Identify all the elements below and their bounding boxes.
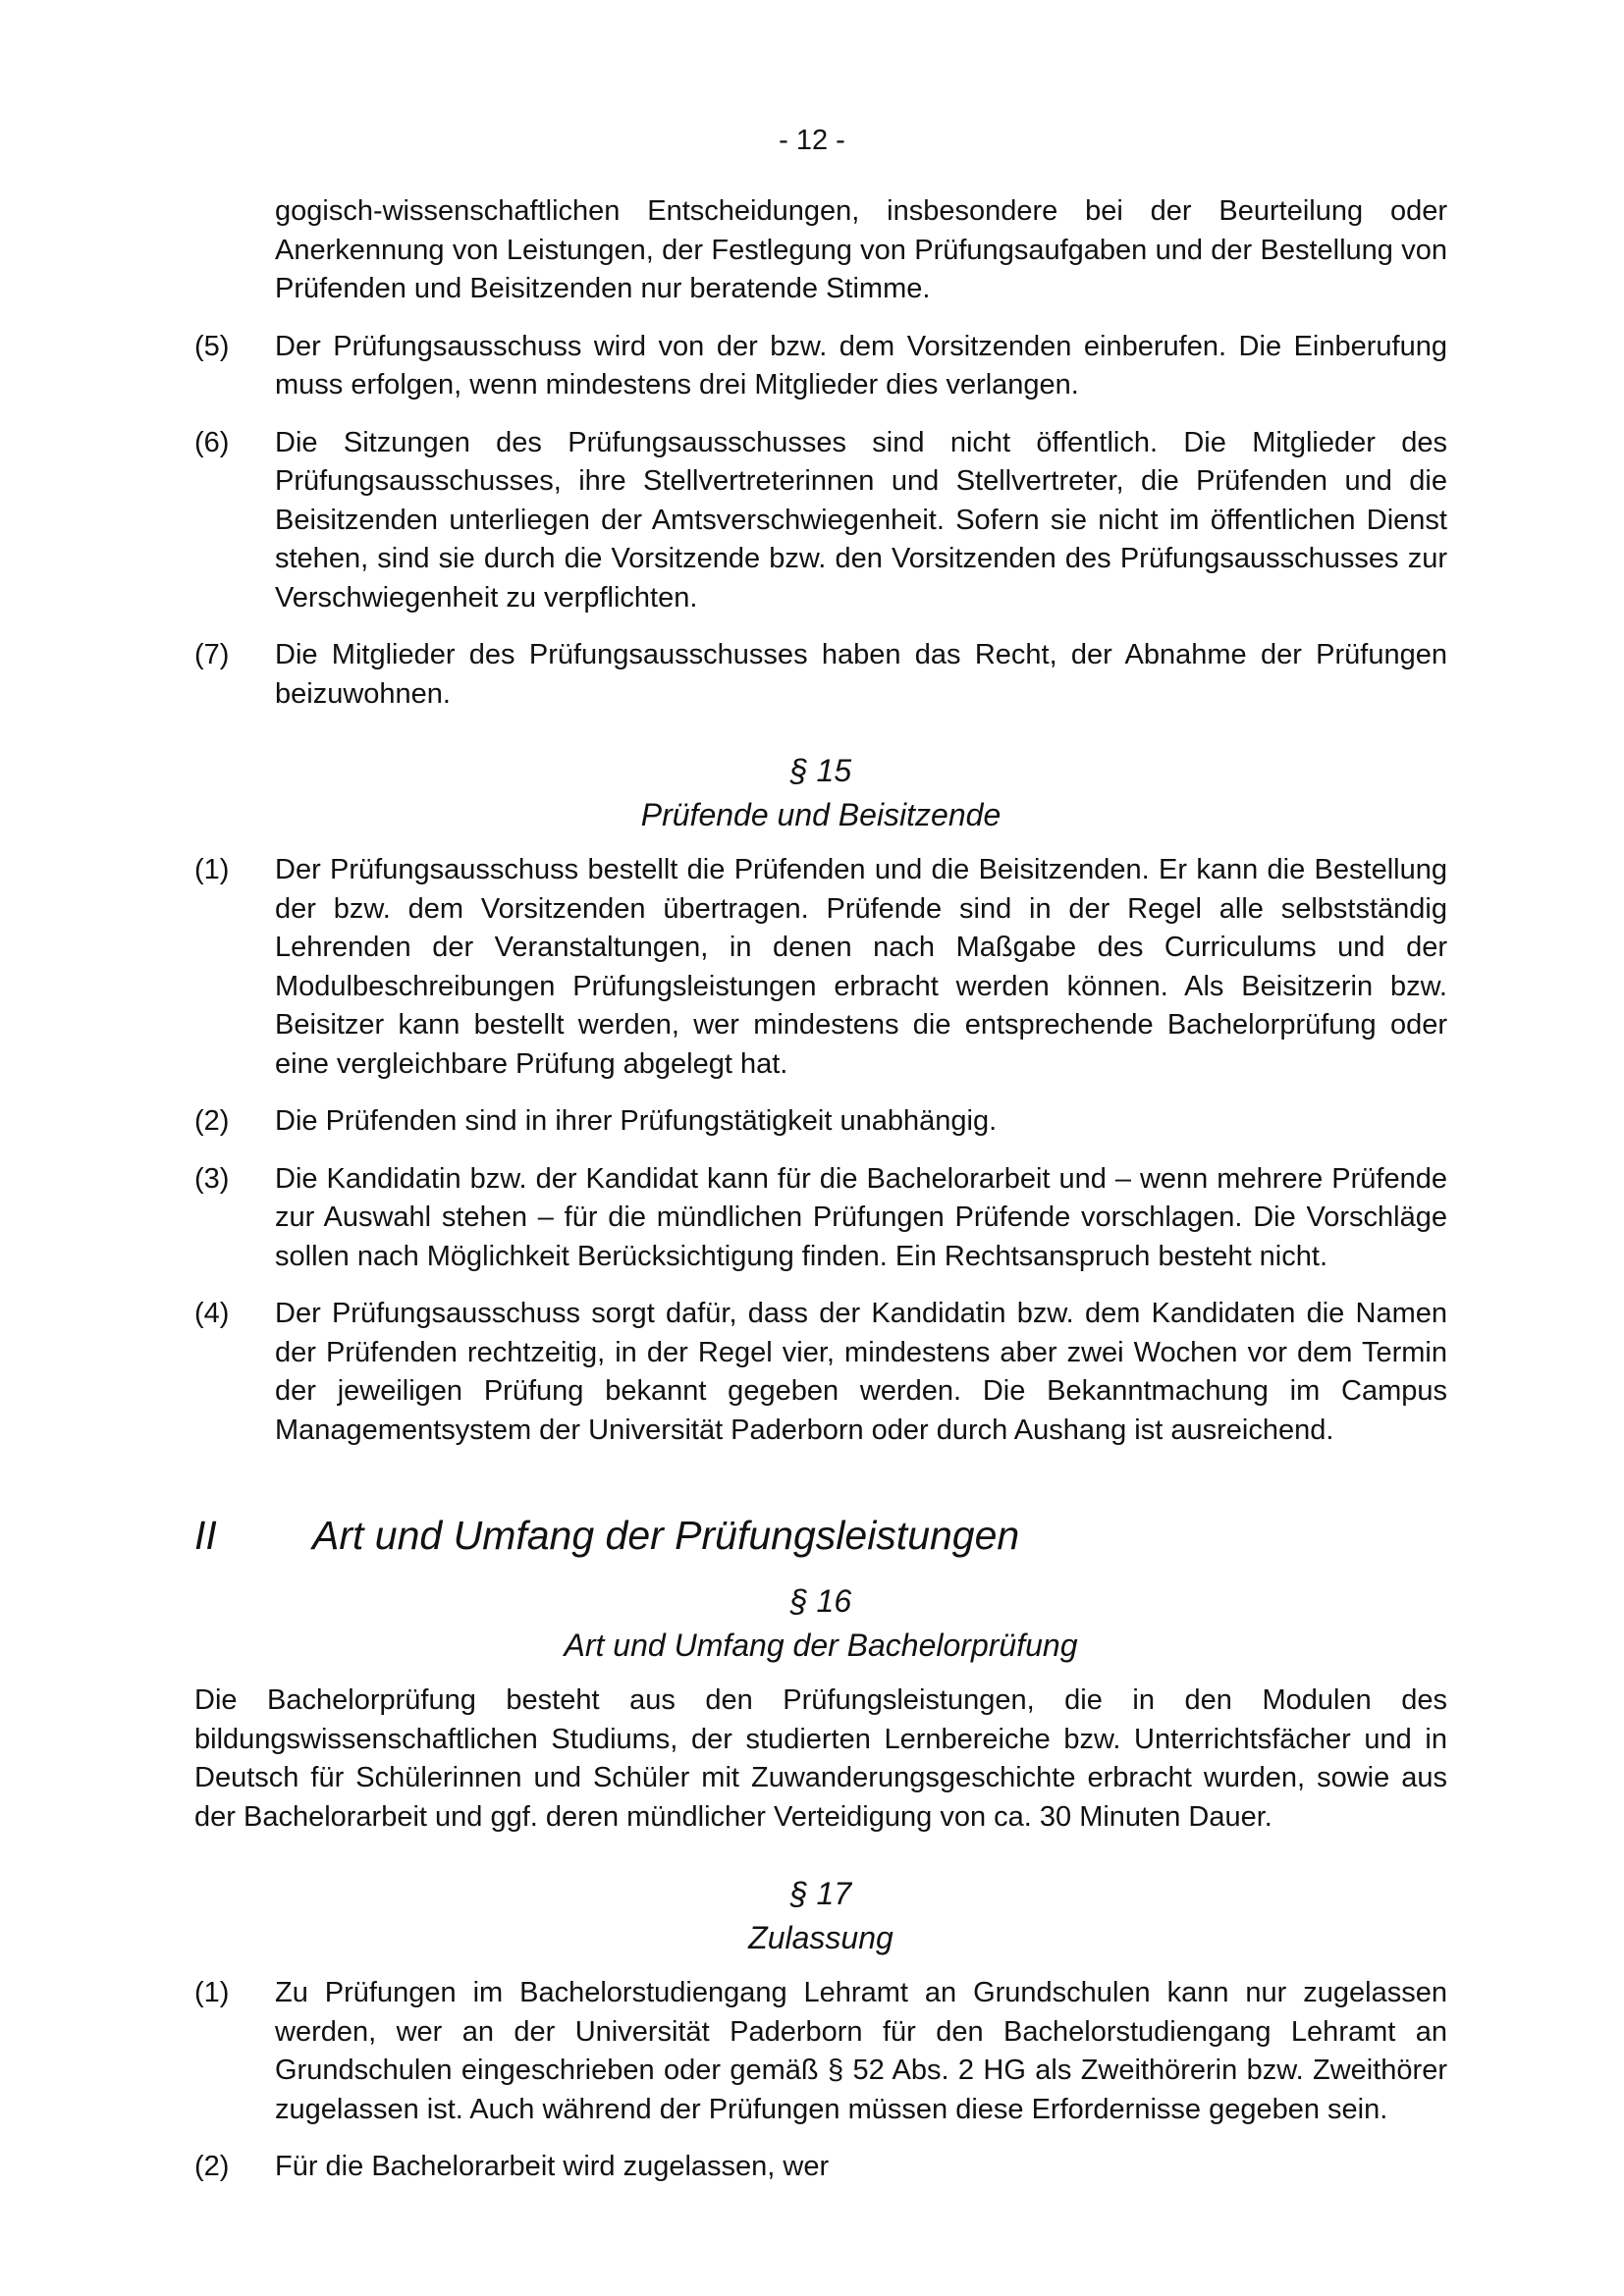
para-text: Die Mitglieder des Prüfungsausschusses haben das Recht, der Abnahme der Prüfungen beizuwohnen. (275, 639, 1447, 710)
para-text: Für die Bachelorarbeit wird zugelassen, wer (275, 2151, 830, 2182)
para-text: Die Kandidatin bzw. der Kandidat kann für die Bachelorarbeit und – wenn mehrere Prüfende zur Auswahl stehen – für die mündlichen Prüfungen Prüfende vorschlagen. Die Vorschläge sollen nach Möglichkeit Berücksichtigung finden. Ein Rechtsanspruch besteht nicht. (275, 1162, 1447, 1272)
para-text: Der Prüfungsausschuss sorgt dafür, dass der Kandidatin bzw. dem Kandidaten die Namen der Prüfenden rechtzeitig, in der Regel vier, mindestens aber zwei Wochen vor dem Termin der jeweiligen Prüfung bekannt gegeben werden. Die Bekanntmachung im Campus Managementsystem der Universität Paderborn oder durch Aushang ist ausreichend. (275, 1298, 1447, 1446)
para-number: (1) (194, 1977, 230, 2008)
section16-heading (194, 1579, 1447, 1668)
section15-title: Prüfende und Beisitzende (640, 797, 1001, 832)
intro-continuation: gogisch-wissenschaftlichen Entscheidungen, insbesondere bei der Beurteilung oder Anerkennung von Leistungen, der Festlegung von Prüfungsaufgaben und der Bestellung von Prüfenden und Beisitzenden nur beratende Stimme. (275, 195, 1447, 304)
section16-title: Art und Umfang der Bachelorprüfung (564, 1628, 1078, 1663)
section15-para-4 (194, 1295, 1447, 1450)
section17-title: Zulassung (748, 1920, 893, 1955)
para-number: (4) (194, 1298, 230, 1329)
section14-para-6 (194, 424, 1447, 618)
section17-heading (194, 1872, 1447, 1960)
section17-para-2 (194, 2148, 1447, 2187)
chapter-title: Art und Umfang der Prüfungsleistungen (312, 1513, 1020, 1558)
para-number: (1) (194, 854, 230, 885)
section14-para-5 (194, 328, 1447, 405)
section16-number: § 16 (789, 1583, 852, 1619)
para-text: Die Sitzungen des Prüfungsausschusses sind nicht öffentlich. Die Mitglieder des Prüfungsausschusses, ihre Stellvertreterinnen und Stellvertreter, die Prüfenden und die Beisitzenden unterliegen der Amtsverschwiegenheit. Sofern sie nicht im öffentlichen Dienst stehen, sind sie durch die Vorsitzende bzw. den Vorsitzenden des Prüfungsausschusses zur Verschwiegenheit zu verpflichten. (275, 426, 1447, 614)
section15-para-2 (194, 1102, 1447, 1142)
para-number: (2) (194, 2151, 230, 2182)
section14-para-7 (194, 636, 1447, 714)
para-number: (3) (194, 1162, 230, 1195)
para-number: (7) (194, 639, 230, 670)
para-text: Der Prüfungsausschuss bestellt die Prüfenden und die Beisitzenden. Er kann die Bestellung der bzw. dem Vorsitzenden übertragen. Prüfende sind in der Regel alle selbstständig Lehrenden der Veranstaltungen, in denen nach Maßgabe des Curriculums und der Modulbeschreibungen Prüfungsleistungen erbracht werden können. Als Beisitzerin bzw. Beisitzer kann bestellt werden, wer mindestens die entsprechende Bachelorprüfung oder eine vergleichbare Prüfung abgelegt hat. (275, 854, 1447, 1080)
para-text: Zu Prüfungen im Bachelorstudiengang Lehramt an Grundschulen kann nur zugelassen werden, wer an der Universität Paderborn für den Bachelorstudiengang Lehramt an Grundschulen eingeschrieben oder gemäß § 52 Abs. 2 HG als Zweithörerin bzw. Zweithörer zugelassen ist. Auch während der Prüfungen müssen diese Erfordernisse gegeben sein. (275, 1977, 1447, 2125)
section16-text: Die Bachelorprüfung besteht aus den Prüfungsleistungen, die in den Modulen des bildungswissenschaftlichen Studiums, der studierten Lernbereiche bzw. Unterrichtsfächer und in Deutsch für Schülerinnen und Schüler mit Zuwanderungsgeschichte erbracht wurden, sowie aus der Bachelorarbeit und ggf. deren mündlicher Verteidigung von ca. 30 Minuten Dauer. (194, 1684, 1447, 1833)
section15-number: § 15 (789, 753, 852, 788)
section15-para-1 (194, 851, 1447, 1084)
para-number: (5) (194, 330, 230, 362)
page-content (194, 192, 1447, 2206)
chapter-number: II (194, 1513, 217, 1558)
page-number: - 12 - (779, 125, 845, 156)
para-number: (2) (194, 1105, 230, 1137)
section17-para-1 (194, 1974, 1447, 2129)
para-text: Der Prüfungsausschuss wird von der bzw. dem Vorsitzenden einberufen. Die Einberufung muss erfolgen, wenn mindestens drei Mitglieder dies verlangen. (275, 330, 1447, 400)
para-text: Die Prüfenden sind in ihrer Prüfungstätigkeit unabhängig. (275, 1105, 998, 1137)
section15-para-3 (194, 1160, 1447, 1277)
para-number: (6) (194, 426, 230, 458)
section15-heading (194, 749, 1447, 837)
chapter-heading (194, 1511, 1447, 1560)
section17-number: § 17 (789, 1876, 852, 1911)
